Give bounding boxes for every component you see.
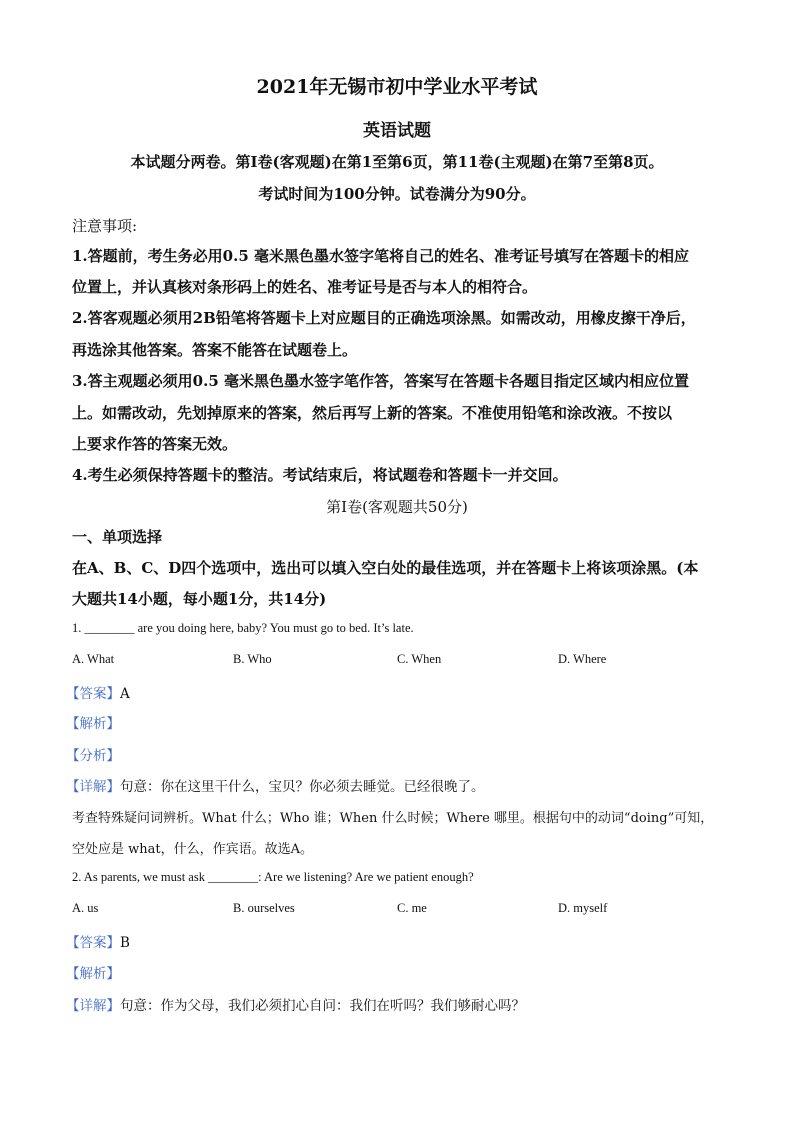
option-b: B. Who (233, 652, 272, 666)
intro-line-1: 本试题分两卷。第I卷(客观题)在第1至第6页，第11卷(主观题)在第7至第8页。 (130, 153, 664, 171)
note-line: 上要求作答的答案无效。 (72, 435, 238, 453)
detail-text: 句意：作为父母，我们必须扪心自问：我们在听吗？我们够耐心吗？ (120, 998, 525, 1014)
note-line: 2.答客观题必须用2B铅笔将答题卡上对应题目的正确选项涂黑。如需改动，用橡皮擦干净后， (72, 309, 696, 327)
option-d: D. Where (558, 652, 607, 666)
instruction-line-1: 在A、B、C、D四个选项中，选出可以填入空白处的最佳选项，并在答题卡上将该项涂黑。(本 (72, 559, 699, 577)
explanation-line-1: 考查特殊疑问词辨析。What 什么；Who 谁；When 什么时候；Where 哪里。根据句中的动词“doing”可知， (72, 811, 714, 826)
page-subtitle: 英语试题 (363, 121, 431, 141)
option-c: C. me (397, 901, 427, 915)
answer-row (66, 682, 130, 702)
option-b: B. ourselves (233, 901, 295, 915)
option-d: D. myself (558, 901, 608, 915)
question-stem: 2. As parents, we must ask ________: Are we listening? Are we patient enough? (72, 870, 474, 884)
note-line: 4.考生必须保持答题卡的整洁。考试结束后，将试题卷和答题卡一并交回。 (72, 466, 568, 484)
analysis-label: 【解析】 (66, 716, 120, 732)
answer-value: A (120, 686, 130, 702)
question-stem: 1. ________ are you doing here, baby? You must go to bed. It’s late. (72, 621, 414, 635)
option-a: A. us (72, 901, 99, 915)
note-line: 位置上，并认真核对条形码上的姓名、准考证号是否与本人的相符合。 (72, 278, 538, 296)
option-c: C. When (397, 652, 442, 666)
intro-line-2: 考试时间为100分钟。试卷满分为90分。 (258, 185, 536, 203)
answer-row (66, 931, 130, 951)
detail-text: 句意：你在这里干什么，宝贝？你必须去睡觉。已经很晚了。 (120, 779, 485, 795)
note-line: 上。如需改动，先划掉原来的答案，然后再写上新的答案。不准使用铅笔和涂改液。不按以 (72, 404, 673, 422)
note-line: 再选涂其他答案。答案不能答在试题卷上。 (72, 341, 358, 359)
explanation-line-2: 空处应是 what，什么，作宾语。故选A。 (72, 842, 313, 857)
answer-label: 【答案】 (66, 935, 120, 951)
detail-label: 【详解】 (66, 779, 120, 795)
note-line: 3.答主观题必须用0.5 毫米黑色墨水签字笔作答，答案写在答题卡各题目指定区域内相应位置 (72, 372, 689, 390)
detail-label: 【详解】 (66, 998, 120, 1014)
notes-heading: 注意事项: (72, 217, 138, 235)
note-line: 1.答题前，考生务必用0.5 毫米黑色墨水签字笔将自己的姓名、准考证号填写在答题卡的相应 (72, 247, 689, 265)
analysis-label: 【解析】 (66, 966, 120, 982)
option-a: A. What (72, 652, 115, 666)
part-title: 一、单项选择 (72, 528, 163, 546)
answer-value: B (120, 935, 130, 951)
detail-row (66, 994, 525, 1014)
answer-label: 【答案】 (66, 686, 120, 702)
instruction-line-2: 大题共14小题，每小题1分，共14分) (72, 590, 327, 608)
fenxi-label: 【分析】 (66, 748, 120, 764)
page-title: 2021年无锡市初中学业水平考试 (256, 76, 538, 98)
volume-title: 第I卷(客观题共50分) (326, 498, 468, 516)
detail-row (66, 775, 485, 795)
